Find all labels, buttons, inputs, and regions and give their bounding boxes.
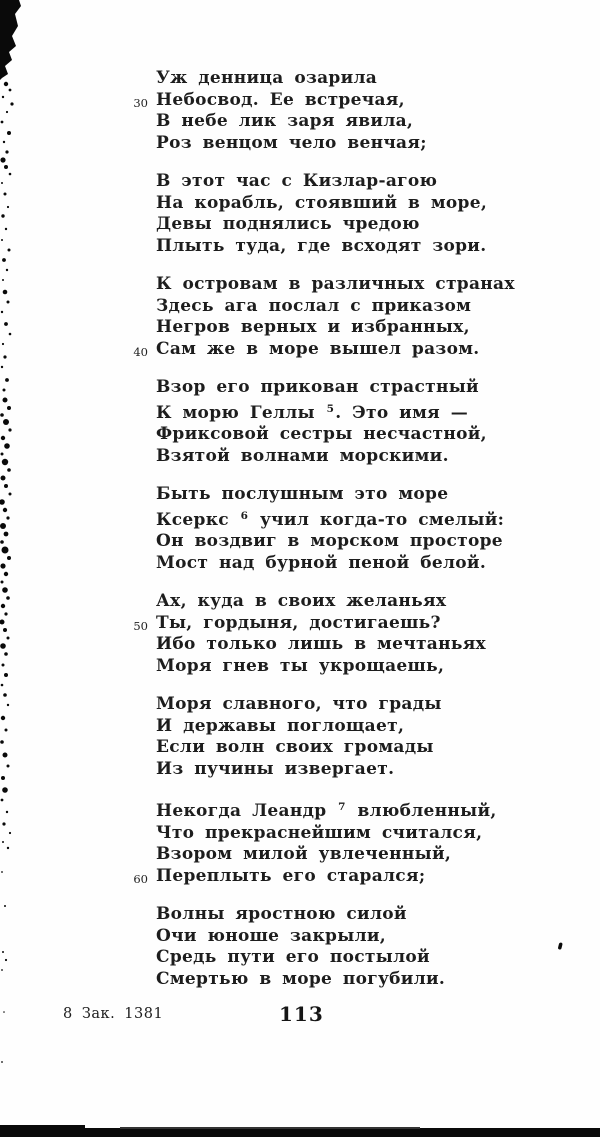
poem-line: Из пучины извергает. [156, 758, 395, 779]
stanza [156, 484, 515, 574]
poem-line: Моря гнев ты укрощаешь, [156, 655, 445, 676]
stanza [133, 68, 515, 154]
printers-imprint: 8 Зак. 1381 [63, 1006, 164, 1022]
poem-line: Уж денница озарила [156, 68, 378, 88]
poem-line: Негров верных и избранных, [156, 317, 470, 337]
poem-line: Взор его прикован страстный [156, 377, 479, 397]
line-number: 50 [133, 618, 148, 633]
poem-line: Средь пути его постылой [156, 947, 430, 967]
line-number: 30 [133, 95, 148, 110]
poem-line: 50 Ты, гордыня, достигаешь? [156, 613, 515, 635]
footnote-ref: 6 [240, 509, 249, 522]
poem-line: И державы поглощает, [156, 715, 405, 736]
poem-line: Моря славного, что грады [156, 694, 442, 714]
poem-line: В небе лик заря явила, [156, 111, 414, 131]
stanza [156, 694, 515, 780]
poem-line: В этот час с Кизлар-агою [156, 171, 438, 191]
page-number: 113 [279, 1002, 324, 1026]
poem-line: Очи юноше закрыли, [156, 925, 386, 946]
poem-line: 40 Сам же в море вышел разом. [156, 339, 515, 361]
poem-line: Некогда Леандр $^7$ влюбленный, [156, 801, 497, 821]
poem-line: Ксеркс $^6$ учил когда-то смелый: [156, 509, 505, 530]
poem-line: Что прекраснейшим считался, [156, 822, 483, 843]
poem-line: Ибо только лишь в мечтаньях [156, 634, 486, 654]
stanza [156, 171, 515, 257]
line-number: 40 [133, 344, 148, 359]
poem-line: Волны яростною силой [156, 904, 407, 924]
poem-line: Ах, куда в своих желаньях [156, 591, 447, 611]
scan-speck [558, 942, 563, 950]
poem-line: К морю Геллы $^5$. Это имя — [156, 402, 469, 423]
poem-line: Смертью в море погубили. [156, 968, 446, 989]
footnote-ref: 7 [338, 801, 346, 813]
poem-line: Быть послушным это море [156, 484, 449, 504]
line-number: 60 [133, 871, 148, 886]
poem-line: Мост над бурной пеной белой. [156, 552, 487, 573]
scan-bottom-bar [0, 1128, 600, 1137]
poem-line: 30 Небосвод. Ее встречая, [156, 90, 515, 112]
poem-line: 60 Переплыть его старался; [156, 866, 515, 888]
stanza [133, 274, 515, 360]
poem-line: Фриксовой сестры несчастной, [156, 424, 487, 444]
stanza [156, 904, 515, 990]
stanza [133, 591, 515, 677]
stanza [156, 377, 515, 467]
scan-gutter-blob [0, 0, 21, 80]
poem-line: Девы поднялись чредою [156, 214, 420, 234]
poem-line: Плыть туда, где всходят зори. [156, 235, 487, 256]
poem-line: Взором милой увлеченный, [156, 844, 452, 864]
poem-line: К островам в различных странах [156, 274, 515, 294]
poem-line: Здесь ага послал с приказом [156, 295, 472, 316]
footnote-ref: 5 [326, 402, 335, 415]
poem-line: Если волн своих громады [156, 737, 434, 757]
poem-line: На корабль, стоявший в море, [156, 192, 488, 213]
poem-line: Он воздвиг в морском просторе [156, 531, 503, 551]
stanza [133, 797, 515, 887]
poem-line: Взятой волнами морскими. [156, 445, 449, 466]
poem-line: Роз венцом чело венчая; [156, 132, 427, 153]
poem [133, 68, 515, 1007]
